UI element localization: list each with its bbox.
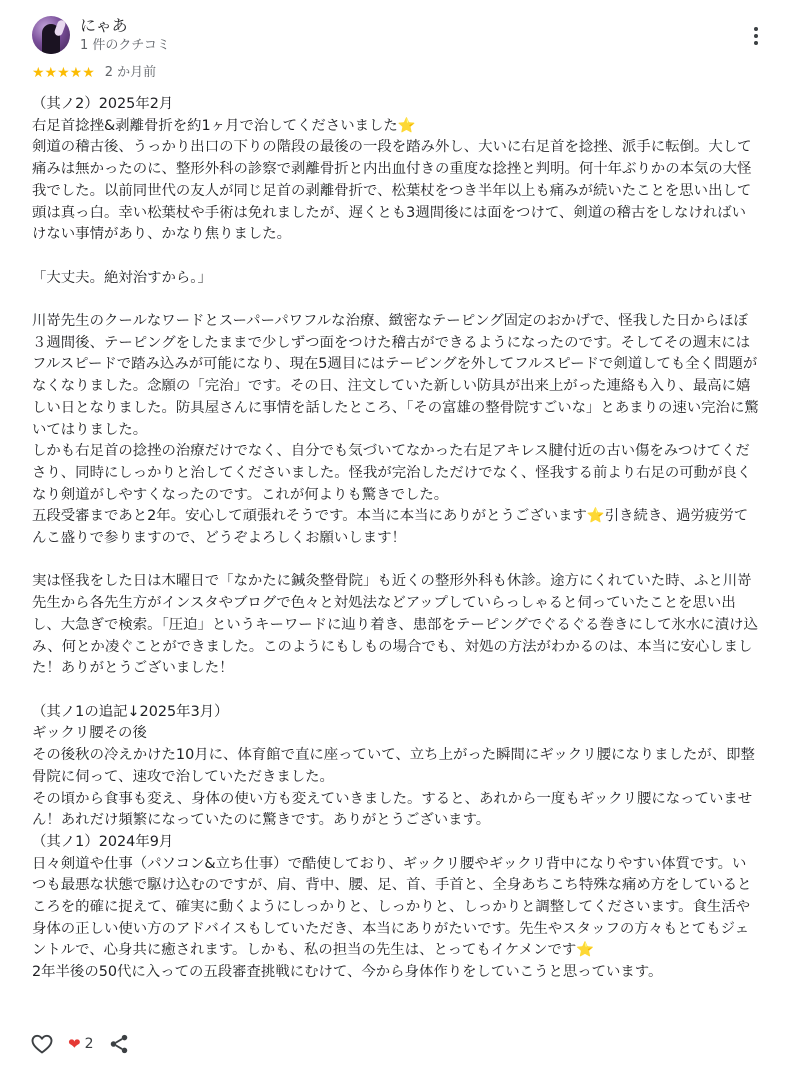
review-text: （其ノ2）2025年2月 右足首捻挫&剥離骨折を約1ヶ月で治してくださいました⭐ 剣道の稽古後、うっかり出口の下りの階段の最後の一段を踏み外し、大いに右足首を捻挫、派手に転倒。大して痛みは無かったのに、整形外科の診察で剥離骨折と内出血付きの重度な捻挫と判明。何十年ぶりかの本気の大怪我でした。以前同世代の友人が同じ足首の剥離骨折で、松葉杖をつき半年以上も痛みが続いたことを思い出して頭は真っ白。幸い松葉杖や手術は免れましたが、遅くとも3週間後には面をつけて、剣道の稽古をしなければいけない事情があり、かなり焦りました。 「大丈夫。絶対治すから。」 川嵜先生のクールなワードとスーパーパワフルな治療、緻密なテーピング固定のおかげで、怪我した日からほぼ３週間後、テーピングをしたままで少しずつ面をつけた稽古ができるようになったのです。そしてその週末にはフルスピードで踏み込みが可能になり、現在5週目にはテーピングを外してフルスピードで剣道しても全く問題がなくなりました。念願の「完治」です。その日、注文していた新しい防具が出来上がった連絡も入り、最高に嬉しい日となりました。防具屋さんに事情を話したところ、「その富雄の整骨院すごいな」とあまりの速い完治に驚いてはりました。 しかも右足首の捻挫の治療だけでなく、自分でも気づいてなかった右足アキレス腱付近の古い傷をみつけてくださり、同時にしっかりと治してくださいました。怪我が完治しただけでなく、怪我する前より右足の可動が良くなり剣道がしやすくなったのです。これが何よりも驚きでした。 五段受審まであと2年。安心して頑張れそうです。本当に本当にありがとうございます⭐引き続き、過労疲労てんこ盛りで参りますので、どうぞよろしくお願いします！ 実は怪我をした日は木曜日で「なかたに鍼灸整骨院」も近くの整形外科も休診。途方にくれていた時、ふと川嵜先生から各先生方がインスタやブログで色々と対処法などアップしていらっしゃると伺っていたことを思い出し、大急ぎで検索。「圧迫」というキーワードに辿り着き、患部をテーピングでぐるぐる巻きにして氷水に漬け込み、何とか凌ぐことができました。このようにもしもの場合でも、対処の方法がわかるのは、本当に安心しました！ありがとうございました！ （其ノ1の追記↓2025年3月） ギックリ腰その後 その後秋の冷えかけた10月に、体育館で直に座っていて、立ち上がった瞬間にギックリ腰になりましたが、即整骨院に伺って、速攻で治していただきました。 その頃から食事も変え、身体の使い方も変えていきました。すると、あれから一度もギックリ腰になっていません！あれだけ頻繁になっていたのに驚きです。ありがとうございます。 （其ノ1）2024年9月 日々剣道や仕事（パソコン&立ち仕事）で酷使しており、ギックリ腰やギックリ背中になりやすい体質です。いつも最悪な状態で駆け込むのですが、肩、背中、腰、足、首、手首と、全身あちこち特殊な痛め方をしているところを的確に捉えて、確実に動くようにしっかりと、しっかりと、しっかりと調整してくださいます。食生活や身体の正しい使い方のアドバイスもしていただき、本当にありがたいです。先生やスタッフの方々もとてもジェントルで、心身共に癒されます。しかも、私の担当の先生は、とってもイケメンです⭐ 2年半後の50代に入っての五段審査挑戦にむけて、今から身体作りをしていこうと思っています。	[32, 96, 759, 981]
reaction-count: 2	[84, 1036, 94, 1052]
more-options-button[interactable]	[744, 24, 768, 48]
thumb-like-icon[interactable]	[30, 1032, 54, 1056]
avatar[interactable]	[32, 16, 70, 54]
author-name[interactable]: にゃあ	[80, 16, 128, 35]
review-actions	[30, 1032, 130, 1056]
review-date: 2 か月前	[104, 65, 157, 80]
author-review-count: 1 件のクチコミ	[80, 38, 170, 53]
star-rating-icon: ★★★★★	[32, 65, 95, 81]
rating-row	[32, 64, 156, 82]
avatar-figure-accent	[54, 19, 67, 37]
heart-icon: ❤	[68, 1035, 81, 1053]
review-header	[32, 16, 768, 60]
share-icon[interactable]	[108, 1033, 130, 1055]
reaction-count-button[interactable]	[68, 1036, 94, 1052]
more-vert-icon	[754, 26, 758, 47]
